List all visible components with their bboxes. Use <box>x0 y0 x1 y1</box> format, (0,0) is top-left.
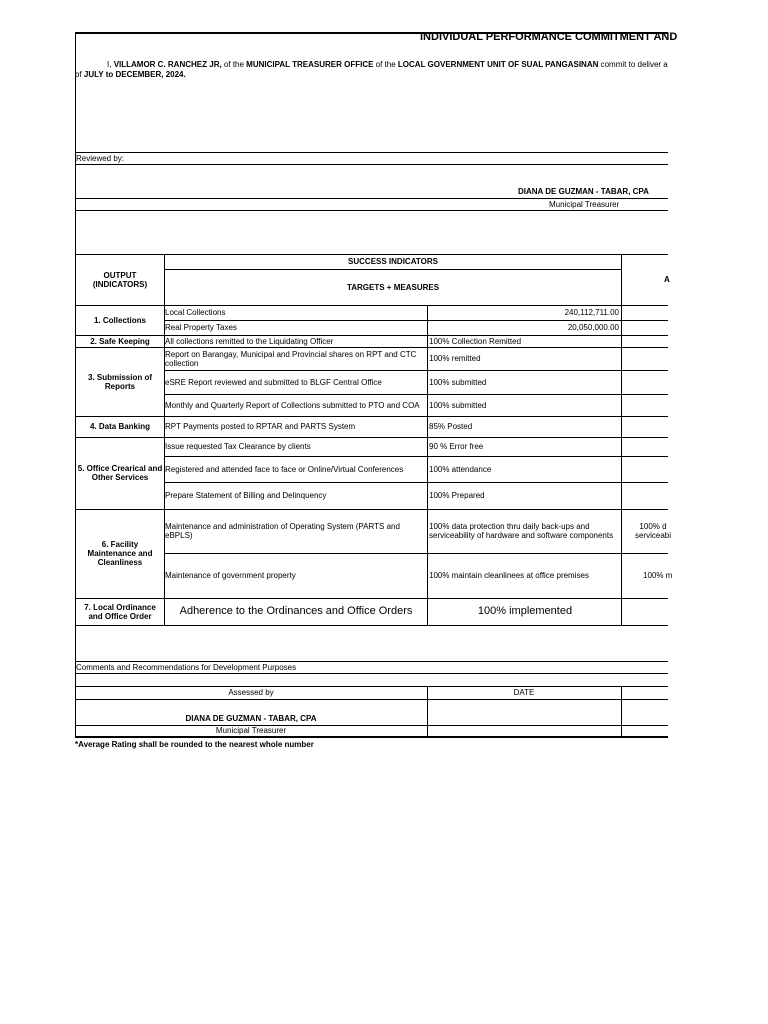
rule <box>427 305 428 625</box>
office-name: MUNICIPAL TREASURER OFFICE <box>246 60 374 69</box>
activity-cell: RPT Payments posted to RPTAR and PARTS System <box>165 422 356 431</box>
targets-measures-header: TARGETS + MEASURES <box>346 283 440 292</box>
output-office-services: 5. Office Crearical and Other Services <box>77 464 163 482</box>
rating-period: JULY to DECEMBER, 2024. <box>83 70 186 79</box>
activity-cell: Maintenance and administration of Operating System (PARTS and eBPLS) <box>165 522 400 540</box>
assessor-name: DIANA DE GUZMAN - TABAR, CPA <box>185 713 317 723</box>
date-label: DATE <box>513 688 535 697</box>
rule-bottom <box>75 736 668 738</box>
output-data-banking: 4. Data Banking <box>89 422 150 431</box>
period-line <box>75 70 186 79</box>
target-cell: 240,112,711.00 <box>564 308 619 317</box>
rule <box>75 210 668 211</box>
extra-cell: 100% d serviceabi <box>634 522 671 540</box>
intro-commit: commit to deliver a <box>600 60 668 69</box>
target-cell: 100% attendance <box>429 464 492 474</box>
rating-footnote: *Average Rating shall be rounded to the nearest whole number <box>75 740 314 749</box>
output-safe-keeping: 2. Safe Keeping <box>90 336 150 346</box>
reviewed-by-label: Reviewed by: <box>76 154 125 163</box>
activity-cell: Registered and attended face to face or Online/Virtual Conferences <box>165 464 404 474</box>
rule-left <box>75 32 76 738</box>
target-cell: 100% remitted <box>429 354 481 363</box>
intro-of: of <box>75 70 82 79</box>
intro-i: I, <box>107 60 112 69</box>
output-submission-reports: 3. Submission of Reports <box>87 372 152 391</box>
rule <box>621 686 622 738</box>
activity-cell: Monthly and Quarterly Report of Collections submitted to PTO and COA <box>165 400 420 410</box>
target-cell: 100% implemented <box>477 605 573 617</box>
target-cell: 90 % Error free <box>429 442 484 451</box>
activity-cell: All collections remitted to the Liquidating Officer <box>165 336 334 346</box>
target-cell: 100% submitted <box>429 377 487 387</box>
cut-column-header: A <box>664 275 670 284</box>
reviewer-name: DIANA DE GUZMAN - TABAR, CPA <box>518 187 649 196</box>
rule <box>75 625 668 626</box>
rule <box>75 699 668 700</box>
page-title: INDIVIDUAL PERFORMANCE COMMITMENT AND <box>420 31 678 43</box>
rule <box>75 152 668 153</box>
activity-cell: Real Property Taxes <box>165 323 237 332</box>
success-indicators-header: SUCCESS INDICATORS <box>348 257 438 266</box>
target-cell: 100% data protection thru daily back-ups and serviceability of hardware and software components <box>429 522 614 540</box>
activity-cell: Maintenance of government property <box>165 571 296 580</box>
lgu-name: LOCAL GOVERNMENT UNIT OF SUAL PANGASINAN <box>397 60 599 69</box>
activity-cell: Adherence to the Ordinances and Office Orders <box>179 605 413 617</box>
output-collections: 1. Collections <box>93 315 146 325</box>
activity-cell: Prepare Statement of Billing and Delinquency <box>165 491 327 500</box>
target-cell: 100% Collection Remitted <box>429 336 522 346</box>
activity-cell: Report on Barangay, Municipal and Provincial shares on RPT and CTC collection <box>165 349 417 368</box>
assessed-by-label: Assessed by <box>228 688 274 697</box>
rule <box>621 254 622 625</box>
target-cell: 100% Prepared <box>429 491 485 500</box>
target-cell: 20,050,000.00 <box>567 323 619 332</box>
reviewer-title: Municipal Treasurer <box>549 200 620 209</box>
output-facility-maintenance: 6. Facility Maintenance and Cleanliness <box>87 540 153 567</box>
rule <box>75 198 668 199</box>
intro-line <box>107 60 668 69</box>
comments-label: Comments and Recommendations for Development Purposes <box>76 663 297 672</box>
activity-cell: Local Collections <box>165 308 226 317</box>
employee-name: VILLAMOR C. RANCHEZ JR, <box>113 60 222 69</box>
rule <box>75 661 668 662</box>
target-cell: 100% submitted <box>429 400 487 410</box>
intro-of-the: of the <box>223 60 244 69</box>
activity-cell: Issue requested Tax Clearance by clients <box>165 442 311 451</box>
assessor-title: Municipal Treasurer <box>215 726 287 735</box>
output-local-ordinance: 7. Local Ordinance and Office Order <box>84 602 156 621</box>
rule <box>75 164 668 165</box>
activity-cell: eSRE Report reviewed and submitted to BLGF Central Office <box>165 377 382 387</box>
rule <box>75 673 668 674</box>
ipcr-sheet <box>75 31 678 738</box>
output-column-header: OUTPUT (INDICATORS) <box>92 270 148 289</box>
target-cell: 100% maintain cleanlinees at office premises <box>429 571 589 580</box>
target-cell: 85% Posted <box>429 422 473 431</box>
intro-of-the: of the <box>375 60 396 69</box>
extra-cell: 100% m <box>643 571 673 580</box>
